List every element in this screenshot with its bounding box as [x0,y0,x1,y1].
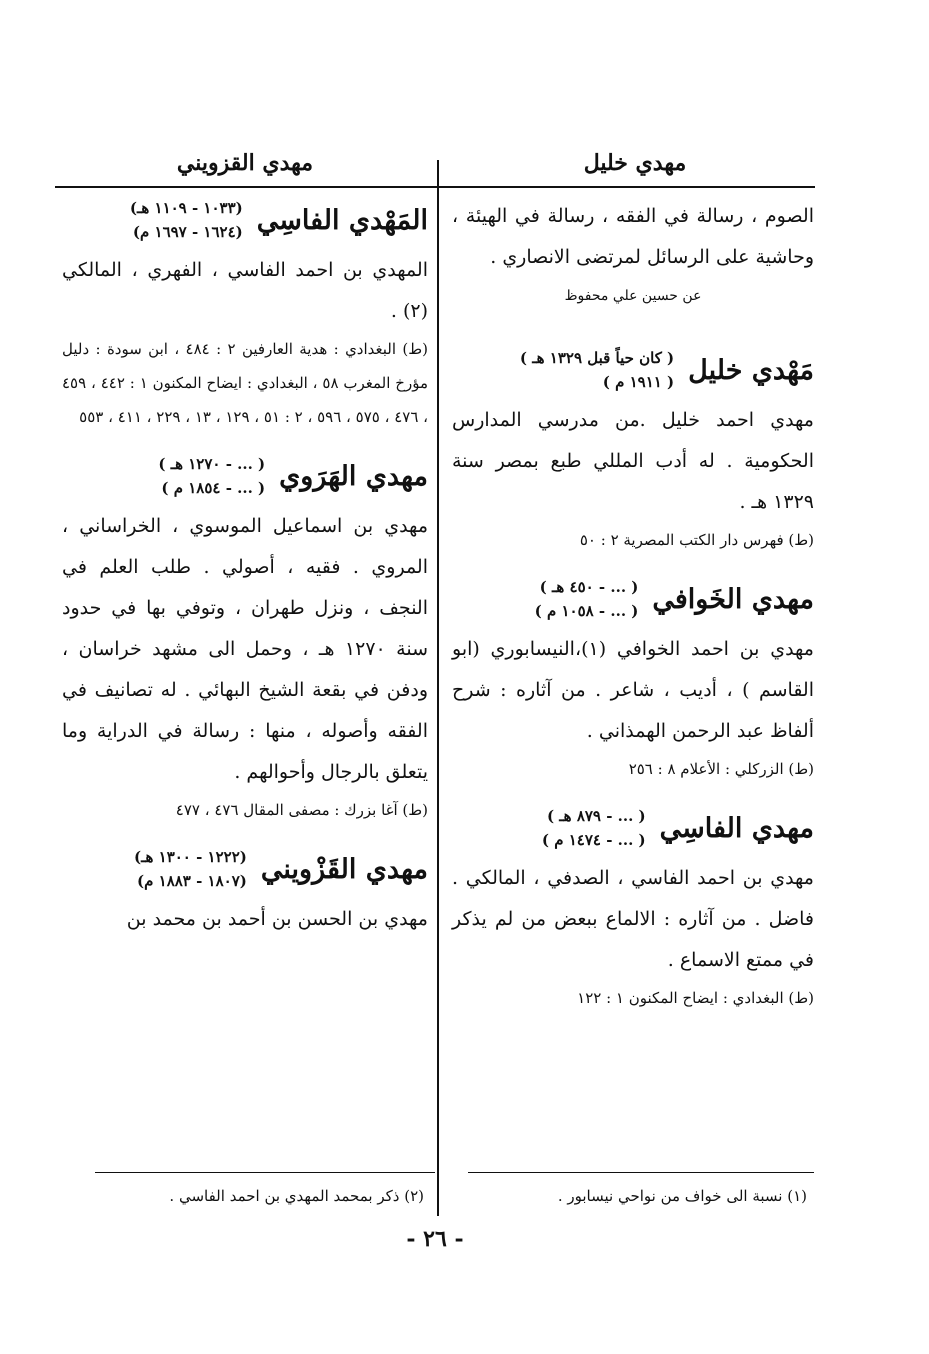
entry-name: المَهْدي الفاسِي [256,204,428,236]
entry-references: (ط) فهرس دار الكتب المصرية ٢ : ٥٠ [579,531,814,549]
entry-references: (ط) الزركلي : الأعلام ٨ : ٢٥٦ [628,760,814,778]
entry-mahdi-al-harawi [62,452,428,827]
entry-references: (ط) آغا بزرك : مصفى المقال ٤٧٦ ، ٤٧٧ [175,801,428,819]
continuation-text: الصوم ، رسالة في الفقه ، رسالة في الهيئة ، وحاشية على الرسائل لمرتضى الانصاري . [452,205,814,268]
footnote-2: (٢) ذكر بمحمد المهدي بن احمد الفاسي . [169,1187,424,1205]
entry-dates [520,346,674,394]
entry-body: مهدي بن احمد الخوافي (١)،النيسابوري (ابو القاسم ) ، أديب ، شاعر . من آثاره : شرح ألفاظ عبد الرحمن الهمذاني . [452,638,814,742]
footnote-1: (١) نسبة الى خواف من نواحي نيسابور . [557,1187,807,1205]
entry-dates [130,196,243,244]
entry-dates [542,804,646,852]
entry-dates [158,452,265,500]
entry-mahdi-al-khawafi [452,575,814,786]
date-hijri: ( ... - ٤٥٠ هـ ) [539,578,639,596]
running-head-left: مهدي القزويني [176,150,314,176]
date-gregorian: ( ... - ١٨٥٤ م ) [161,479,266,497]
entry-heading [62,452,428,500]
entry-name: مَهْدي خليل [688,354,814,386]
entry-heading [62,196,428,244]
entry-mahdi-al-fasi [452,804,814,1015]
footnote-rule-left [95,1172,435,1173]
date-hijri: ( ... - ٨٧٩ هـ ) [546,807,646,825]
entry-name: مهدي القَزْويني [260,853,428,885]
date-gregorian: ( ... - ١٠٥٨ م ) [534,602,639,620]
date-hijri: (١٠٣٣ - ١١٠٩ هـ) [129,199,243,217]
entry-body: مهدي بن اسماعيل الموسوي ، الخراساني ، المروي . فقيه ، أصولي . طلب العلم في النجف ، ونزل طهران ، وتوفي بها في حدود سنة ١٢٧٠ هـ ، وحمل الى مشهد خراسان ، ودفن في بقعة الشيخ البهائي . له تصانيف في الفقه وأصوله ، منها : رسالة في الدراية وما يتعلق بالرجال وأحوالهم . [62,515,428,783]
entry-body: مهدي بن الحسن بن أحمد بن محمد بن [126,908,428,930]
date-hijri: ( ... - ١٢٧٠ هـ ) [158,455,266,473]
entry-body: مهدي بن احمد الفاسي ، الصدفي ، المالكي . فاضل . من آثاره : الالماع ببعض من لم يذكر في ممتع الاسماع . [452,867,814,971]
header-rule [55,186,815,188]
entry-name: مهدي الهَرَوي [279,460,428,492]
entry-body: المهدي بن احمد الفاسي ، الفهري ، المالكي (٢) . [62,259,428,322]
running-head-right: مهدي خليل [583,150,687,176]
entry-dates [134,845,247,893]
entry-mahdi-khalil [452,346,814,557]
entry-name: مهدي الفاسِي [659,812,814,844]
date-gregorian: (١٨٠٧ - ١٨٨٣ م) [137,872,247,890]
date-gregorian: ( ١٩١١ م ) [602,373,675,391]
entry-dates [535,575,639,623]
attribution: عن حسين علي محفوظ [564,288,702,304]
entry-references: (ط) البغدادي : هدية العارفين ٢ : ٤٨٤ ، ابن سودة : دليل مؤرخ المغرب ٥٨ ، البغدادي : ايضاح المكنون ١ : ٤٤٢ ، ٤٥٩ ، ٤٧٦ ، ٥٧٥ ، ٥٩٦ ، ٢ : ٥١ ، ١٢٩ ، ١٣ ، ٢٢٩ ، ٤١١ ، ٥٥٣ [62,340,428,426]
entry-body: مهدي احمد خليل .من مدرسي المدارس الحكومية . له أدب المللي طبع بمصر سنة ١٣٢٩ هـ . [452,409,814,513]
entry-heading [452,346,814,394]
date-hijri: ( كان حياً قبل ١٣٢٩ هـ ) [519,349,675,367]
date-gregorian: ( ... - ١٤٧٤ م ) [541,831,646,849]
date-gregorian: (١٦٢٤ - ١٦٩٧ م) [132,223,243,241]
entry-references: (ط) البغدادي : ايضاح المكنون ١ : ١٢٢ [577,989,814,1007]
entry-name: مهدي الخَوافي [652,583,814,615]
page-number: - ٢٦ - [406,1226,464,1252]
entry-heading [62,845,428,893]
date-hijri: (١٢٢٢ - ١٣٠٠ هـ) [134,848,247,866]
entry-mahdi-al-qazwini [62,845,428,940]
left-column [62,196,428,940]
right-column [452,196,814,1015]
column-divider [437,160,439,1216]
footnote-rule-right [468,1172,814,1173]
entry-heading [452,575,814,623]
entry-al-mahdi-al-fasi [62,196,428,434]
entry-heading [452,804,814,852]
